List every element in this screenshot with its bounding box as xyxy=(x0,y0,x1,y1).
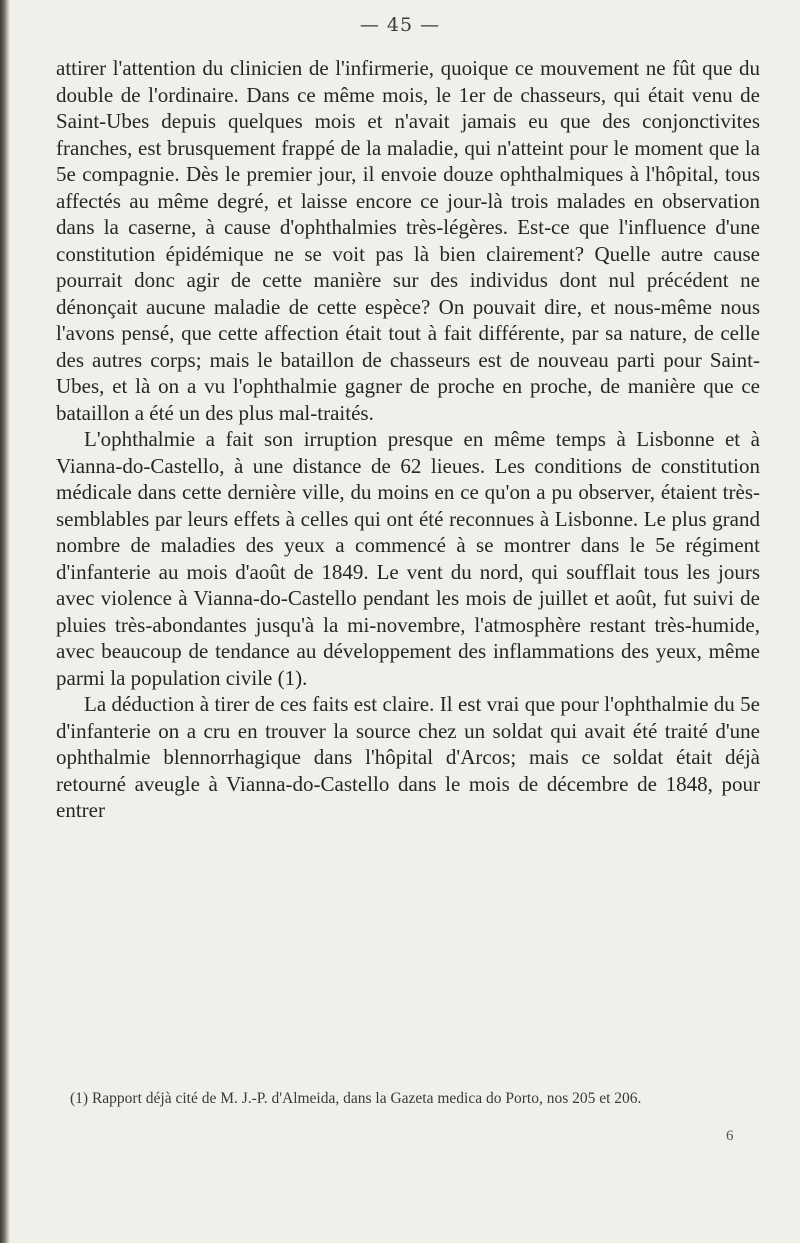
page-binding-shadow xyxy=(0,0,10,1243)
page-number: — 45 — xyxy=(359,14,441,36)
paragraph-2: L'ophthalmie a fait son irruption presque en même temps à Lisbonne et à Vianna-do-Castello, à une distance de 62 lieues. Les conditions de constitution médicale dans cette dernière ville, du moins en ce qu'on a pu observer, étaient très-semblables par leurs effets à celles qui ont été reconnues à Lisbonne. Le plus grand nombre de maladies des yeux a commencé à se montrer dans le 5e régiment d'infanterie au mois d'août de 1849. Le vent du nord, qui soufflait tous les jours avec violence à Vianna-do-Castello pendant les mois de juillet et août, fut suivi de pluies très-abondantes jusqu'à la mi-novembre, l'atmosphère restant très-humide, avec beaucoup de tendance au développement des inflammations des yeux, même parmi la population civile (1). xyxy=(56,427,760,690)
paragraph-3: La déduction à tirer de ces faits est claire. Il est vrai que pour l'ophthalmie du 5e d'infanterie on a cru en trouver la source chez un soldat qui avait été traité d'une ophthalmie blennorrhagique dans l'hôpital d'Arcos; mais ce soldat était déjà retourné aveugle à Vianna-do-Castello dans le mois de décembre de 1848, pour entrer xyxy=(56,692,760,822)
signature-mark: 6 xyxy=(726,1128,734,1144)
footnote: (1) Rapport déjà cité de M. J.-P. d'Almeida, dans la Gazeta medica do Porto, nos 205 et 206. xyxy=(70,1090,642,1107)
paragraph-1: attirer l'attention du clinicien de l'infirmerie, quoique ce mouvement ne fût que du double de l'ordinaire. Dans ce même mois, le 1er de chasseurs, qui était venu de Saint-Ubes depuis quelques mois et n'avait jamais eu que des conjonctivites franches, est brusquement frappé de la maladie, qui n'atteint pour le moment que la 5e compagnie. Dès le premier jour, il envoie douze ophthalmiques à l'hôpital, tous affectés au même degré, et laisse encore ce jour-là trois malades en observation dans la caserne, à cause d'ophthalmies très-légères. Est-ce que l'influence d'une constitution épidémique ne se voit pas là bien clairement? Quelle autre cause pourrait donc agir de cette manière sur des individus dont nul précédent ne dénonçait aucune maladie de cette espèce? On pouvait dire, et nous-même nous l'avons pensé, que cette affection était tout à fait différente, par sa nature, de celle des autres corps; mais le bataillon de chasseurs est de nouveau parti pour Saint-Ubes, et là on a vu l'ophthalmie gagner de proche en proche, de manière que ce bataillon a été un des plus mal-traités. xyxy=(56,56,760,425)
body-text xyxy=(56,55,760,824)
